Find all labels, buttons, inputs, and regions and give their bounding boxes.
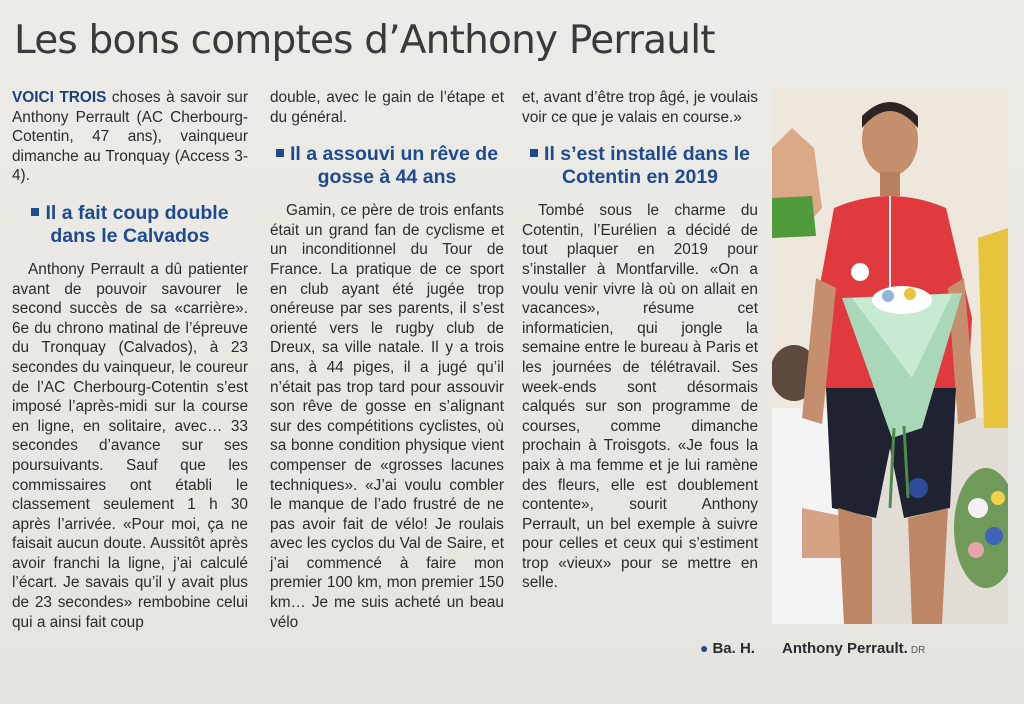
bullet-icon — [31, 208, 39, 216]
article-column-2 — [270, 88, 504, 632]
section-3-body: Tombé sous le charme du Cotentin, l’Eurélien a décidé de tout plaquer en 2019 pour s’installer à Montfarville. «On a voulu venir vivre là où on allait en vacances», résume cet informaticien, qui jongle la semaine entre le bureau à Paris et les journées de télétravail. Ses week-ends sont désormais calqués sur son programme de courses, comme dimanche prochain à Troisgots. «Je fous la paix à ma femme et je lui ramène des fleurs, elle est doublement contente», sourit Anthony Perrault, un bel exemple à suivre pour celles et ceux qui s’estiment trop «vieux» pour se mettre en selle. — [522, 202, 758, 592]
article-headline: Les bons comptes d’Anthony Perrault — [14, 18, 715, 63]
section-2-body: Gamin, ce père de trois enfants était un grand fan de cyclisme et un inconditionnel du Tour de France. La pratique de ce sport en club ayant été jugée trop onéreuse par ses parents, il s’est orienté vers le rugby club de Dreux, sa ville natale. Il y a trois ans, à 44 piges, il a jugé qu’il n’était pas trop tard pour assouvir son rêve de gosse en s’alignant sur des compétitions cyclistes, où sa bonne condition physique vient compenser de «grosses lacunes techniques». «J’ai voulu combler le manque de l’ado frustré de ne pas avoir fait de vélo! Je roulais avec les cyclos du Val de Saire, et j’ai commencé à faire mon premier 100 km, mon premier 150 km… Je me suis acheté un beau vélo — [270, 202, 504, 631]
photo-caption — [782, 640, 925, 657]
bullet-icon — [530, 149, 538, 157]
cyclist-podium-illustration — [772, 88, 1008, 624]
article-column-3 — [522, 88, 758, 593]
subhead-cotentin — [522, 143, 758, 189]
intro-paragraph — [12, 88, 248, 186]
article-photo — [772, 88, 1008, 624]
bullet-dot-icon: ● — [700, 640, 709, 656]
subhead-reve-de-gosse — [270, 143, 504, 189]
byline-text: Ba. H. — [712, 640, 755, 657]
subhead-coup-double — [12, 202, 248, 248]
bullet-icon — [276, 149, 284, 157]
subhead-text: Il s’est installé dans le Cotentin en 2019 — [544, 143, 750, 189]
article-column-1 — [12, 88, 248, 632]
subhead-text: Il a assouvi un rêve de gosse à 44 ans — [289, 143, 499, 189]
section-2-continued: et, avant d’être trop âgé, je voulais voir ce que je valais en course.» — [522, 89, 758, 126]
byline — [700, 640, 755, 657]
intro-text: choses à savoir sur Anthony Perrault (AC Cherbourg-Cotentin, 47 ans), vainqueur dimanche au Tronquay (Access 3-4). — [12, 89, 248, 185]
photo-caption-text: Anthony Perrault. — [782, 640, 908, 657]
section-1-continued: double, avec le gain de l’étape et du général. — [270, 89, 504, 126]
section-1-body: Anthony Perrault a dû patienter avant de pouvoir savourer le second succès de sa «carrière». 6e du chrono matinal de l’épreuve du Tronquay (Calvados), à 23 secondes du vainqueur, le coureur de l’AC Cherbourg-Cotentin s’est imposé l’après-midi sur la course en ligne, en solitaire, avec… 33 secondes d’avance sur ses poursuivants. Sauf que les commissaires ont établi le classement seulement 1 h 30 après l’arrivée. «Pour moi, ça ne faisait aucun doute. Aussitôt après avoir franchi la ligne, j’ai calculé l’écart. Je savais qu’il y avait plus de 23 secondes» rembobine celui qui a ainsi fait coup — [12, 260, 248, 631]
lead-caps: VOICI TROIS — [12, 89, 107, 106]
subhead-text: Il a fait coup double dans le Calvados — [45, 201, 229, 247]
photo-credit: DR — [910, 645, 926, 656]
